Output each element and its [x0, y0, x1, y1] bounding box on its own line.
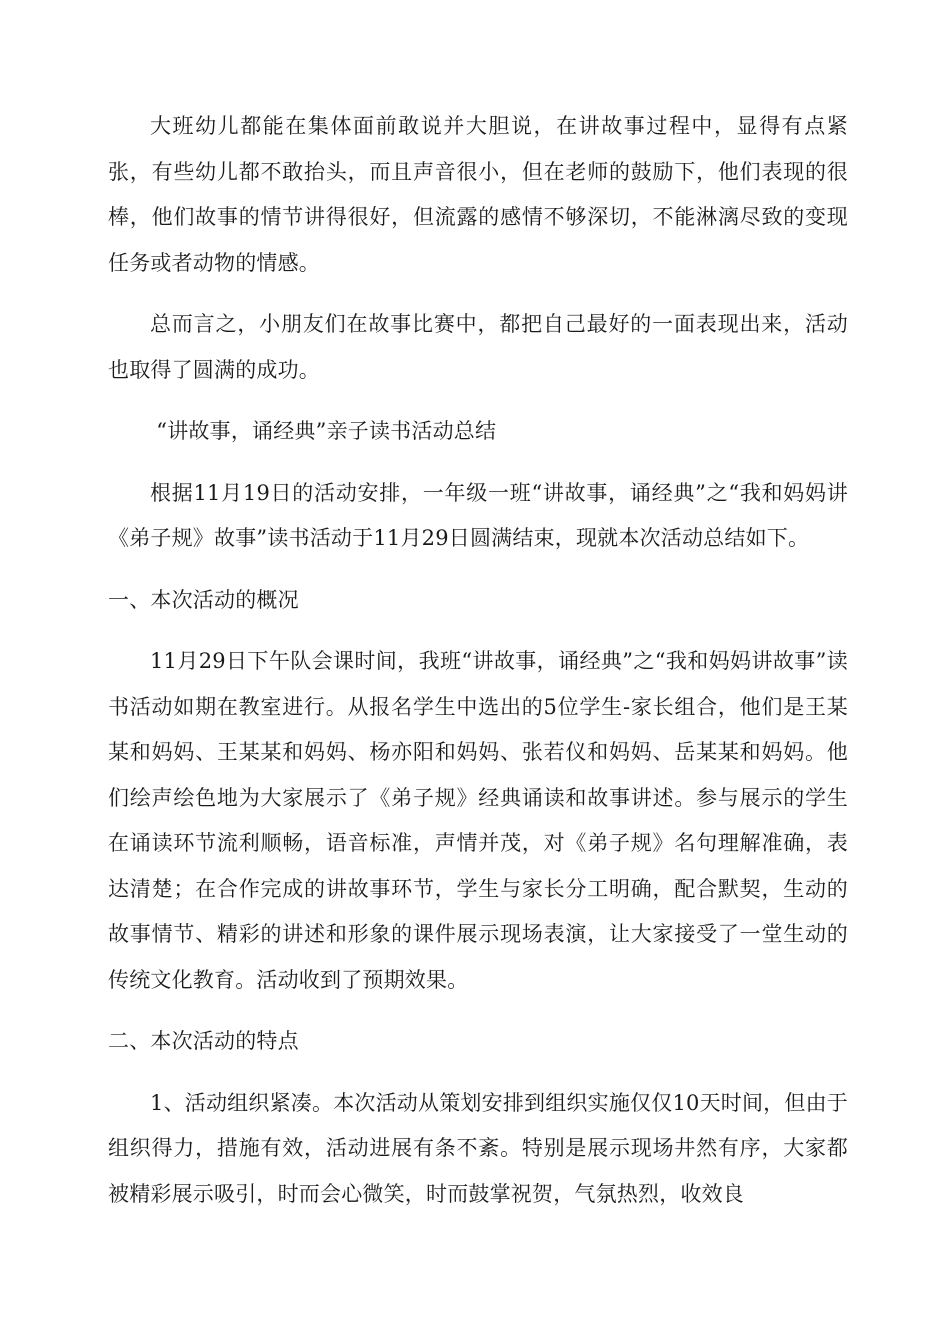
paragraph-overview: 11月29日下午队会课时间，我班“讲故事，诵经典”之“我和妈妈讲故事”读书活动如期在教室进行。从报名学生中选出的5位学生-家长组合，他们是王某某和妈妈、王某某和妈妈、杨亦阳和妈妈、张若仪和妈妈、岳某某和妈妈。他们绘声绘色地为大家展示了《弟子规》经典诵读和故事讲述。参与展示的学生在诵读环节流利顺畅，语音标准，声情并茂，对《弟子规》名句理解准确，表达清楚；在合作完成的讲故事环节，学生与家长分工明确，配合默契，生动的故事情节、精彩的讲述和形象的课件展示现场表演，让大家接受了一堂生动的传统文化教育。活动收到了预期效果。	[108, 649, 848, 992]
paragraph-summary-kindergarten: 大班幼儿都能在集体面前敢说并大胆说，在讲故事过程中，显得有点紧张，有些幼儿都不敢抬头，而且声音很小，但在老师的鼓励下，他们表现的很棒，他们故事的情节讲得很好，但流露的感情不够深切，不能淋漓尽致的变现任务或者动物的情感。	[108, 114, 848, 275]
section-title: “讲故事，诵经典”亲子读书活动总结	[156, 419, 497, 443]
heading-features: 二、本次活动的特点	[108, 1029, 299, 1053]
heading-overview: 一、本次活动的概况	[108, 587, 299, 612]
paragraph-intro: 根据11月19日的活动安排，一年级一班“讲故事，诵经典”之“我和妈妈讲《弟子规》故事”读书活动于11月29日圆满结束，现就本次活动总结如下。	[108, 480, 848, 550]
paragraph-conclusion: 总而言之，小朋友们在故事比赛中，都把自己最好的一面表现出来，活动也取得了圆满的成功。	[108, 312, 848, 382]
document-page	[108, 104, 848, 1233]
paragraph-feature-1: 1、活动组织紧凑。本次活动从策划安排到组织实施仅仅10天时间，但由于组织得力，措施有效，活动进展有条不紊。特别是展示现场井然有序，大家都被精彩展示吸引，时而会心微笑，时而鼓掌祝贺，气氛热烈，收效良	[108, 1090, 848, 1206]
